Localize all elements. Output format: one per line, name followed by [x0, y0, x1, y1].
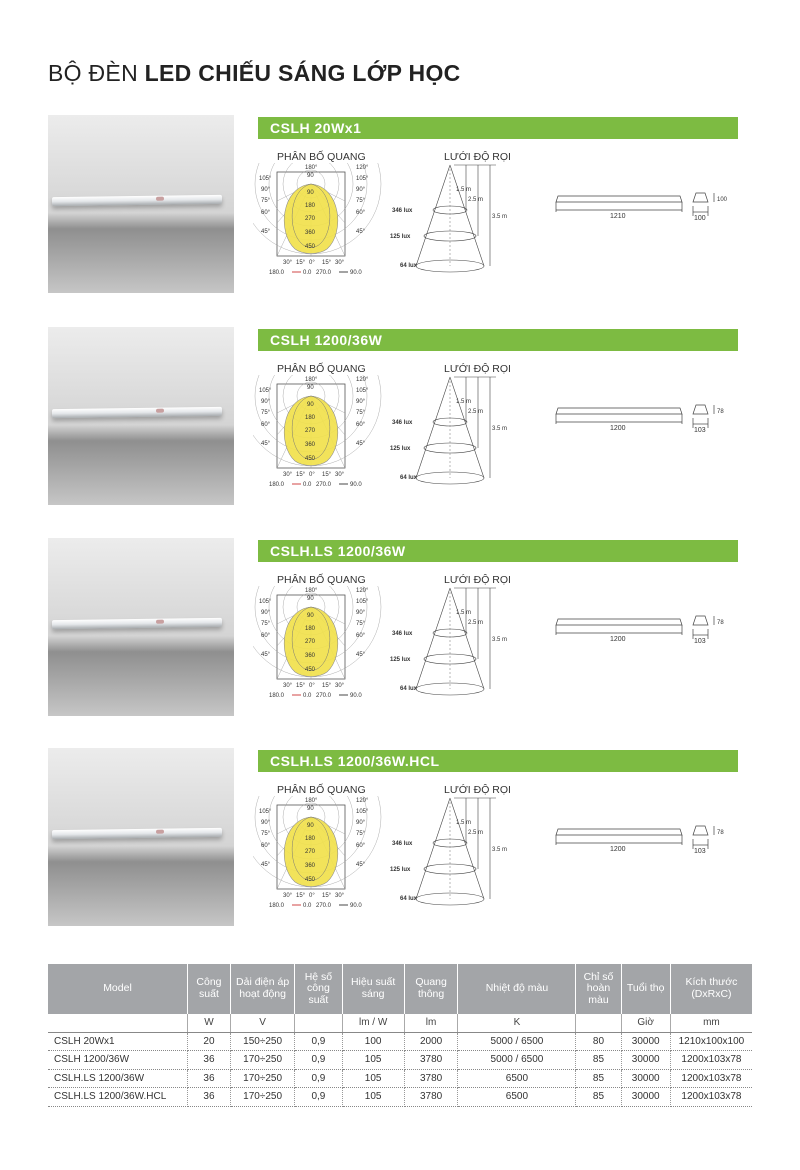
table-unit — [295, 1014, 342, 1032]
table-row — [48, 1032, 752, 1051]
svg-text:100: 100 — [694, 215, 706, 222]
table-header: Hiệu suất sáng — [342, 964, 404, 1014]
svg-text:346 lux: 346 lux — [392, 841, 413, 847]
svg-text:180°: 180° — [305, 798, 318, 804]
svg-text:90°: 90° — [261, 610, 271, 616]
svg-text:90: 90 — [307, 385, 314, 391]
svg-text:450: 450 — [305, 667, 316, 673]
table-cell: 6500 — [458, 1069, 576, 1088]
svg-text:60°: 60° — [261, 843, 271, 849]
table-cell: 30000 — [621, 1069, 670, 1088]
dimension-drawing — [548, 190, 748, 235]
svg-text:360: 360 — [305, 442, 316, 448]
product-photo — [48, 327, 234, 505]
svg-text:2.5 m: 2.5 m — [468, 620, 484, 626]
svg-text:75°: 75° — [261, 198, 271, 204]
light-distribution-label: PHÂN BỐ QUANG — [277, 363, 366, 375]
svg-text:64 lux: 64 lux — [400, 475, 418, 481]
table-row — [48, 1051, 752, 1070]
table-cell: 3780 — [404, 1069, 458, 1088]
svg-text:90°: 90° — [356, 610, 366, 616]
table-cell: 0,9 — [295, 1069, 342, 1088]
svg-text:90°: 90° — [356, 399, 366, 405]
product-photo — [48, 748, 234, 926]
table-cell: 30000 — [621, 1032, 670, 1051]
product-section — [48, 748, 760, 928]
table-header: Công suất — [188, 964, 231, 1014]
table-cell: 1200x103x78 — [670, 1069, 752, 1088]
svg-text:270: 270 — [305, 216, 316, 222]
svg-text:270.0: 270.0 — [316, 482, 332, 488]
table-cell: 80 — [576, 1032, 621, 1051]
table-cell: 36 — [188, 1051, 231, 1070]
product-section — [48, 538, 760, 718]
svg-text:45°: 45° — [356, 862, 366, 868]
svg-text:15°: 15° — [296, 683, 306, 689]
svg-text:125 lux: 125 lux — [390, 657, 411, 663]
svg-text:75°: 75° — [356, 831, 366, 837]
svg-text:75°: 75° — [261, 410, 271, 416]
svg-text:15°: 15° — [296, 893, 306, 899]
table-cell: 2000 — [404, 1032, 458, 1051]
svg-text:103: 103 — [694, 848, 706, 855]
product-name: CSLH.LS 1200/36W.HCL — [270, 753, 440, 769]
dimension-drawing — [548, 613, 748, 658]
svg-text:60°: 60° — [356, 843, 366, 849]
svg-text:0°: 0° — [309, 260, 315, 266]
svg-text:105°: 105° — [356, 176, 369, 182]
svg-text:30°: 30° — [335, 683, 345, 689]
svg-text:90°: 90° — [261, 399, 271, 405]
table-header: Kích thước (DxRxC) — [670, 964, 752, 1014]
svg-text:90.0: 90.0 — [350, 482, 362, 488]
table-cell: 170÷250 — [230, 1051, 294, 1070]
light-distribution-label: PHÂN BỐ QUANG — [277, 574, 366, 586]
svg-text:45°: 45° — [261, 441, 271, 447]
table-cell: CSLH 1200/36W — [48, 1051, 188, 1070]
table-header: Quang thông — [404, 964, 458, 1014]
product-name: CSLH.LS 1200/36W — [270, 543, 406, 559]
svg-text:30°: 30° — [335, 893, 345, 899]
table-cell: 30000 — [621, 1088, 670, 1107]
light-distribution-label: PHÂN BỐ QUANG — [277, 151, 366, 163]
svg-text:45°: 45° — [261, 229, 271, 235]
svg-text:75°: 75° — [356, 621, 366, 627]
svg-text:60°: 60° — [356, 633, 366, 639]
svg-text:1200: 1200 — [610, 636, 626, 643]
table-header: Tuổi thọ — [621, 964, 670, 1014]
svg-text:90°: 90° — [261, 187, 271, 193]
svg-text:346 lux: 346 lux — [392, 631, 413, 637]
svg-text:45°: 45° — [261, 862, 271, 868]
svg-text:90: 90 — [307, 596, 314, 602]
svg-text:60°: 60° — [261, 633, 271, 639]
table-unit — [576, 1014, 621, 1032]
svg-text:360: 360 — [305, 863, 316, 869]
page-title: BỘ ĐÈN LED CHIẾU SÁNG LỚP HỌC — [48, 60, 461, 86]
svg-text:105°: 105° — [259, 809, 272, 815]
dimension-drawing — [548, 823, 748, 868]
product-name-bar — [258, 540, 738, 562]
svg-text:90: 90 — [307, 402, 314, 408]
svg-text:75°: 75° — [261, 621, 271, 627]
svg-text:30°: 30° — [283, 893, 293, 899]
product-name-bar — [258, 750, 738, 772]
svg-text:346 lux: 346 lux — [392, 208, 413, 214]
svg-text:450: 450 — [305, 877, 316, 883]
table-cell: 36 — [188, 1088, 231, 1107]
svg-text:30°: 30° — [283, 260, 293, 266]
svg-text:125 lux: 125 lux — [390, 234, 411, 240]
svg-text:180.0: 180.0 — [269, 693, 285, 699]
polar-diagram — [253, 375, 383, 493]
svg-text:64 lux: 64 lux — [400, 896, 418, 902]
svg-text:90°: 90° — [261, 820, 271, 826]
svg-text:103: 103 — [694, 638, 706, 645]
svg-text:45°: 45° — [356, 229, 366, 235]
table-cell: 1200x103x78 — [670, 1088, 752, 1107]
svg-text:0.0: 0.0 — [303, 482, 312, 488]
svg-text:0.0: 0.0 — [303, 270, 312, 276]
svg-text:1.5 m: 1.5 m — [456, 820, 472, 826]
illuminance-cone — [388, 796, 528, 911]
svg-text:103: 103 — [694, 427, 706, 434]
table-cell: 150÷250 — [230, 1032, 294, 1051]
svg-text:60°: 60° — [356, 210, 366, 216]
svg-text:270: 270 — [305, 849, 316, 855]
svg-text:30°: 30° — [283, 472, 293, 478]
svg-text:75°: 75° — [261, 831, 271, 837]
svg-text:450: 450 — [305, 244, 316, 250]
illuminance-cone — [388, 163, 528, 278]
svg-text:1200: 1200 — [610, 425, 626, 432]
svg-text:346 lux: 346 lux — [392, 420, 413, 426]
svg-text:120°: 120° — [356, 588, 369, 594]
svg-text:90.0: 90.0 — [350, 693, 362, 699]
svg-text:180.0: 180.0 — [269, 270, 285, 276]
svg-text:105°: 105° — [259, 176, 272, 182]
svg-text:360: 360 — [305, 230, 316, 236]
svg-text:75°: 75° — [356, 198, 366, 204]
product-photo — [48, 115, 234, 293]
table-cell: 0,9 — [295, 1088, 342, 1107]
table-unit: V — [230, 1014, 294, 1032]
table-unit: W — [188, 1014, 231, 1032]
svg-text:45°: 45° — [356, 441, 366, 447]
table-cell: 3780 — [404, 1051, 458, 1070]
svg-text:75°: 75° — [356, 410, 366, 416]
table-header: Hệ số công suất — [295, 964, 342, 1014]
svg-text:90°: 90° — [356, 820, 366, 826]
svg-text:64 lux: 64 lux — [400, 263, 418, 269]
svg-text:15°: 15° — [322, 472, 332, 478]
svg-text:15°: 15° — [296, 472, 306, 478]
product-section — [48, 115, 760, 295]
polar-diagram — [253, 163, 383, 281]
table-cell: 20 — [188, 1032, 231, 1051]
grid-drop-label: LƯỚI ĐỘ RỌI — [444, 151, 511, 163]
dimension-drawing — [548, 402, 748, 447]
svg-text:105°: 105° — [356, 809, 369, 815]
svg-text:15°: 15° — [296, 260, 306, 266]
table-header: Dải điện áp hoạt động — [230, 964, 294, 1014]
illuminance-cone — [388, 375, 528, 490]
svg-text:60°: 60° — [261, 210, 271, 216]
svg-text:64 lux: 64 lux — [400, 686, 418, 692]
table-header: Model — [48, 964, 188, 1014]
svg-text:90: 90 — [307, 806, 314, 812]
svg-text:30°: 30° — [283, 683, 293, 689]
table-header: Nhiệt độ màu — [458, 964, 576, 1014]
svg-text:360: 360 — [305, 653, 316, 659]
svg-text:180: 180 — [305, 836, 316, 842]
illuminance-cone — [388, 586, 528, 701]
svg-text:1.5 m: 1.5 m — [456, 399, 472, 405]
svg-text:270.0: 270.0 — [316, 903, 332, 909]
table-cell: 3780 — [404, 1088, 458, 1107]
table-cell: 1210x100x100 — [670, 1032, 752, 1051]
svg-text:90: 90 — [307, 173, 314, 179]
light-distribution-label: PHÂN BỐ QUANG — [277, 784, 366, 796]
svg-text:180: 180 — [305, 203, 316, 209]
svg-text:1210: 1210 — [610, 213, 626, 220]
table-cell: 0,9 — [295, 1051, 342, 1070]
table-unit: lm — [404, 1014, 458, 1032]
svg-text:90°: 90° — [356, 187, 366, 193]
svg-text:180°: 180° — [305, 165, 318, 171]
svg-text:15°: 15° — [322, 893, 332, 899]
table-cell: 5000 / 6500 — [458, 1032, 576, 1051]
table-unit: mm — [670, 1014, 752, 1032]
svg-text:45°: 45° — [356, 652, 366, 658]
table-cell: 85 — [576, 1088, 621, 1107]
svg-text:78: 78 — [717, 620, 724, 626]
svg-text:2.5 m: 2.5 m — [468, 409, 484, 415]
table-cell: 0,9 — [295, 1032, 342, 1051]
product-name-bar — [258, 329, 738, 351]
svg-text:0°: 0° — [309, 683, 315, 689]
svg-text:30°: 30° — [335, 472, 345, 478]
svg-text:78: 78 — [717, 830, 724, 836]
table-cell: 170÷250 — [230, 1069, 294, 1088]
table-unit: Giờ — [621, 1014, 670, 1032]
svg-text:0.0: 0.0 — [303, 693, 312, 699]
table-cell: 36 — [188, 1069, 231, 1088]
svg-text:180°: 180° — [305, 377, 318, 383]
product-name: CSLH 20Wx1 — [270, 120, 362, 136]
table-cell: 105 — [342, 1088, 404, 1107]
svg-text:1200: 1200 — [610, 846, 626, 853]
table-cell: 1200x103x78 — [670, 1051, 752, 1070]
svg-text:105°: 105° — [259, 388, 272, 394]
table-cell: 105 — [342, 1069, 404, 1088]
svg-text:180.0: 180.0 — [269, 482, 285, 488]
svg-text:105°: 105° — [356, 388, 369, 394]
svg-text:270.0: 270.0 — [316, 270, 332, 276]
table-cell: 6500 — [458, 1088, 576, 1107]
svg-text:125 lux: 125 lux — [390, 446, 411, 452]
svg-text:120°: 120° — [356, 798, 369, 804]
table-cell: 5000 / 6500 — [458, 1051, 576, 1070]
svg-text:180: 180 — [305, 626, 316, 632]
table-row — [48, 1088, 752, 1107]
table-row — [48, 1069, 752, 1088]
table-cell: 100 — [342, 1032, 404, 1051]
svg-text:15°: 15° — [322, 260, 332, 266]
svg-text:3.5 m: 3.5 m — [492, 847, 508, 853]
table-cell: CSLH.LS 1200/36W — [48, 1069, 188, 1088]
product-photo — [48, 538, 234, 716]
table-unit: lm / W — [342, 1014, 404, 1032]
svg-text:270: 270 — [305, 639, 316, 645]
svg-text:100: 100 — [717, 197, 728, 203]
table-cell: 30000 — [621, 1051, 670, 1070]
svg-text:45°: 45° — [261, 652, 271, 658]
svg-text:0°: 0° — [309, 472, 315, 478]
grid-drop-label: LƯỚI ĐỘ RỌI — [444, 574, 511, 586]
table-cell: 85 — [576, 1051, 621, 1070]
svg-text:120°: 120° — [356, 165, 369, 171]
svg-text:2.5 m: 2.5 m — [468, 197, 484, 203]
svg-text:90: 90 — [307, 613, 314, 619]
svg-text:105°: 105° — [259, 599, 272, 605]
svg-text:270.0: 270.0 — [316, 693, 332, 699]
table-cell: CSLH.LS 1200/36W.HCL — [48, 1088, 188, 1107]
svg-text:60°: 60° — [261, 422, 271, 428]
svg-text:3.5 m: 3.5 m — [492, 214, 508, 220]
grid-drop-label: LƯỚI ĐỘ RỌI — [444, 363, 511, 375]
svg-text:30°: 30° — [335, 260, 345, 266]
svg-text:90: 90 — [307, 190, 314, 196]
svg-text:90.0: 90.0 — [350, 903, 362, 909]
table-cell: 170÷250 — [230, 1088, 294, 1107]
svg-text:78: 78 — [717, 409, 724, 415]
svg-text:180.0: 180.0 — [269, 903, 285, 909]
svg-text:60°: 60° — [356, 422, 366, 428]
svg-text:0°: 0° — [309, 893, 315, 899]
svg-text:1.5 m: 1.5 m — [456, 610, 472, 616]
svg-text:0.0: 0.0 — [303, 903, 312, 909]
table-header: Chỉ số hoàn màu — [576, 964, 621, 1014]
table-unit — [48, 1014, 188, 1032]
product-section — [48, 327, 760, 507]
svg-text:180: 180 — [305, 415, 316, 421]
svg-text:180°: 180° — [305, 588, 318, 594]
svg-text:1.5 m: 1.5 m — [456, 187, 472, 193]
svg-text:125 lux: 125 lux — [390, 867, 411, 873]
table-cell: CSLH 20Wx1 — [48, 1032, 188, 1051]
svg-text:105°: 105° — [356, 599, 369, 605]
svg-text:3.5 m: 3.5 m — [492, 426, 508, 432]
svg-text:450: 450 — [305, 456, 316, 462]
product-name: CSLH 1200/36W — [270, 332, 383, 348]
svg-text:90.0: 90.0 — [350, 270, 362, 276]
svg-text:270: 270 — [305, 428, 316, 434]
svg-text:120°: 120° — [356, 377, 369, 383]
table-cell: 85 — [576, 1069, 621, 1088]
svg-text:2.5 m: 2.5 m — [468, 830, 484, 836]
table-cell: 105 — [342, 1051, 404, 1070]
svg-text:3.5 m: 3.5 m — [492, 637, 508, 643]
polar-diagram — [253, 586, 383, 704]
grid-drop-label: LƯỚI ĐỘ RỌI — [444, 784, 511, 796]
table-unit: K — [458, 1014, 576, 1032]
svg-text:90: 90 — [307, 823, 314, 829]
product-name-bar — [258, 117, 738, 139]
spec-table — [48, 964, 752, 1107]
svg-text:15°: 15° — [322, 683, 332, 689]
polar-diagram — [253, 796, 383, 914]
